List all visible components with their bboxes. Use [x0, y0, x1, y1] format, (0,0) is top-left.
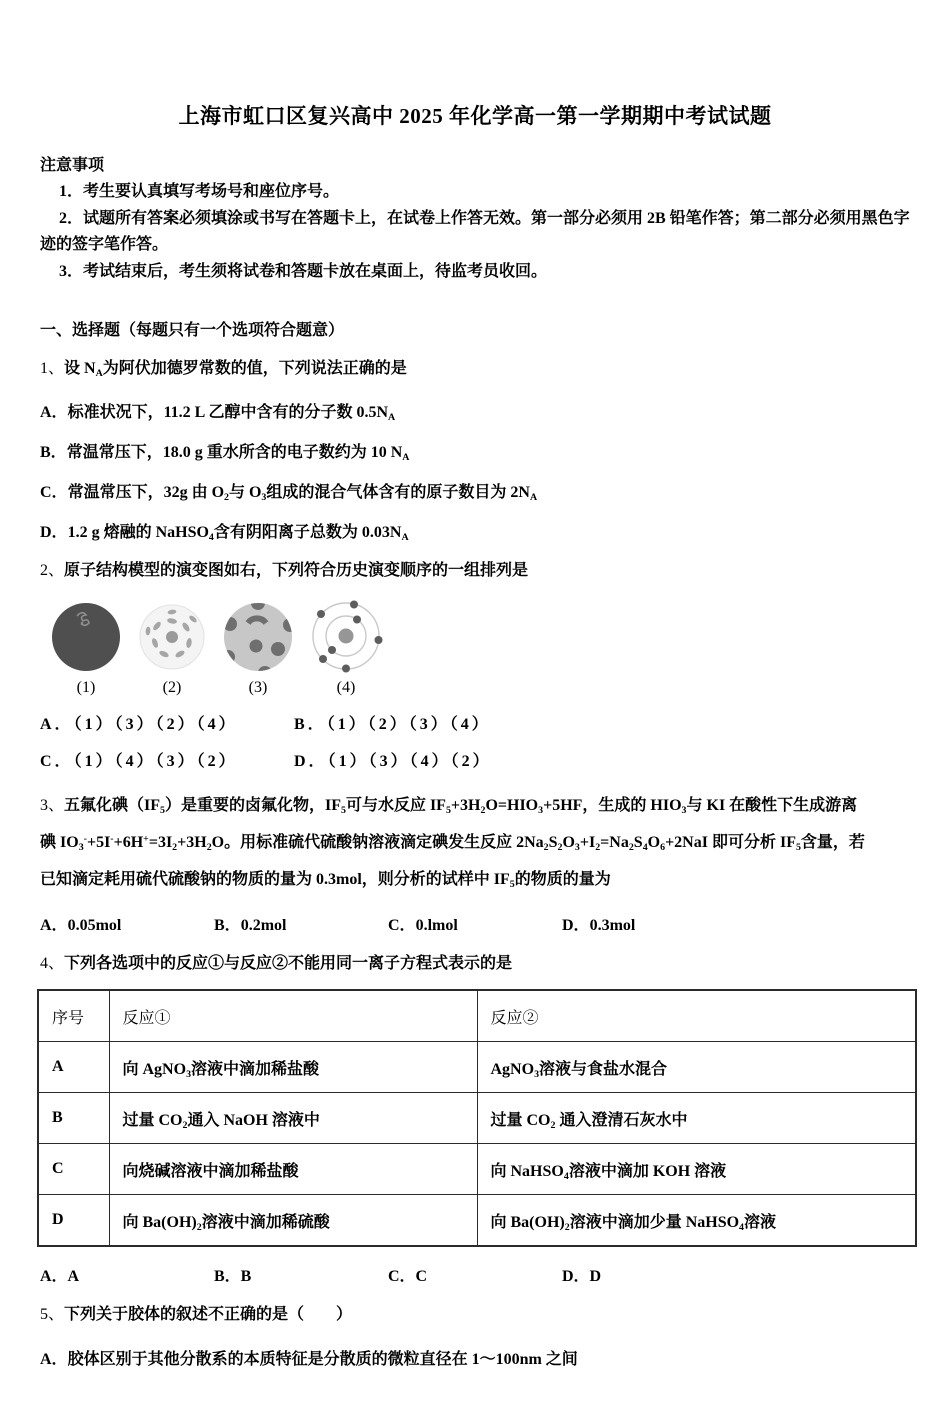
- question-4-number: 4、: [40, 954, 65, 972]
- atomic-model-1: [46, 599, 126, 697]
- option-text: 常温常压下，32g 由 $O_2$与 $O_3$组成的混合气体含有的原子数目为 $2N_A$: [67, 484, 538, 504]
- question-3-options: [40, 912, 910, 935]
- option-text: （1）（2）（3）（4）: [326, 715, 491, 733]
- reaction-1-cell: 向 $Ba(OH)_2$溶液中滴加稀硫酸: [109, 1195, 477, 1247]
- notices-section: [40, 152, 910, 285]
- option-label: B．: [40, 444, 67, 462]
- question-3: [40, 787, 910, 935]
- notice-item-1: 1．考生要认真填写考场号和座位序号。: [59, 183, 340, 200]
- notice-item-2: 2．试题所有答案必须填涂或书写在答题卡上，在试卷上作答无效。第一部分必须用 2B 铅笔作答；第二部分必须用黑色字迹的签字笔作答。: [40, 209, 910, 253]
- question-3-option-c: [388, 912, 558, 935]
- table-header-row: [38, 990, 916, 1042]
- row-letter: B: [38, 1093, 109, 1144]
- bohr-orbit-model-icon: [306, 599, 386, 677]
- question-2-option-d: [294, 748, 492, 771]
- question-1-number: 1、: [40, 360, 65, 377]
- question-2-option-c: [40, 748, 290, 771]
- question-1-stem-text: 设 $N_A$为阿伏加德罗常数的值，下列说法正确的是: [64, 360, 407, 379]
- question-2-option-a: [40, 711, 290, 734]
- table-row: [38, 1042, 916, 1093]
- question-4-answer-options: [40, 1263, 910, 1286]
- question-4-table: [37, 989, 917, 1247]
- option-text: 常温常压下，18.0 g 重水所含的电子数约为 10 $N_A$: [66, 444, 410, 464]
- question-1-stem: [40, 356, 910, 382]
- option-label: C．: [40, 484, 68, 502]
- question-4-option-c: C．C: [388, 1268, 428, 1286]
- option-label: A．: [40, 404, 68, 422]
- notices-heading: 注意事项: [40, 157, 105, 174]
- question-4-option-d: D．D: [562, 1268, 602, 1286]
- question-4-option-a: A．A: [40, 1268, 80, 1286]
- option-label: A．: [40, 1350, 68, 1368]
- row-letter: D: [38, 1195, 109, 1247]
- row-letter: A: [38, 1042, 109, 1093]
- question-2: [40, 558, 910, 770]
- option-text: 胶体区别于其他分散系的本质特征是分散质的微粒直径在 1～100nm 之间: [67, 1350, 578, 1368]
- option-label: B．: [214, 916, 241, 934]
- question-5: [40, 1302, 910, 1368]
- table-row: [38, 1144, 916, 1195]
- atomic-model-2: [134, 599, 210, 697]
- question-2-options-row-1: [40, 711, 910, 734]
- question-2-options-row-2: [40, 748, 910, 771]
- question-3-option-d: [562, 912, 635, 935]
- option-text: （1）（3）（2）（4）: [73, 715, 238, 733]
- question-4-stem-text: 下列各选项中的反应①与反应②不能用同一离子方程式表示的是: [64, 954, 513, 972]
- question-1-option-c: [40, 479, 910, 502]
- question-4-stem: [40, 951, 910, 977]
- question-4-option-b: B．B: [214, 1268, 252, 1286]
- reaction-1-cell: 过量 $CO_2$通入 NaOH 溶液中: [109, 1093, 477, 1144]
- reaction-2-cell: 过量 $CO_2$ 通入澄清石灰水中: [477, 1093, 916, 1144]
- page-title: 上海市虹口区复兴高中 2025 年化学高一第一学期期中考试试题: [178, 104, 772, 128]
- option-text: 0.lmol: [415, 916, 458, 934]
- question-2-stem-text: 原子结构模型的演变图如右，下列符合历史演变顺序的一组排列是: [64, 562, 529, 580]
- option-text: 1.2 g 熔融的 NaHSO$_4$含有阴阳离子总数为 $0.03N_A$: [67, 524, 409, 544]
- model-4-label: (4): [336, 678, 356, 696]
- option-label: C．: [40, 752, 74, 770]
- option-text: 标准状况下，11.2 L 乙醇中含有的分子数 $0.5N_A$: [67, 404, 396, 424]
- option-text: （1）（3）（4）（2）: [327, 752, 492, 770]
- question-2-number: 2、: [40, 562, 65, 580]
- option-label: B．: [294, 715, 327, 733]
- option-text: 0.05mol: [67, 916, 122, 934]
- option-label: A．: [40, 916, 68, 934]
- header-cell-id: 序号: [38, 990, 109, 1042]
- question-3-line-1: [40, 787, 910, 824]
- option-text: 0.3mol: [589, 916, 636, 934]
- question-3-option-a: [40, 912, 210, 935]
- question-3-number: 3、: [40, 796, 65, 814]
- model-1-label: (1): [76, 678, 96, 696]
- row-letter: C: [38, 1144, 109, 1195]
- atomic-model-4: [306, 599, 386, 697]
- question-2-stem: [40, 558, 910, 584]
- option-label: D．: [562, 916, 590, 934]
- reaction-1-cell: 向 AgNO$_3$溶液中滴加稀盐酸: [109, 1042, 477, 1093]
- reaction-1-cell: 向烧碱溶液中滴加稀盐酸: [109, 1144, 477, 1195]
- header-cell-reaction-1: 反应①: [109, 990, 477, 1042]
- option-text: （1）（4）（3）（2）: [73, 752, 238, 770]
- option-text: 0.2mol: [240, 916, 287, 934]
- question-1: [40, 356, 910, 542]
- plum-pudding-sphere-icon: [218, 599, 298, 677]
- question-1-option-d: [40, 519, 910, 542]
- reaction-2-cell: AgNO$_3$溶液与食盐水混合: [477, 1042, 916, 1093]
- option-label: A．: [40, 715, 74, 733]
- question-1-option-b: [40, 439, 910, 462]
- dalton-solid-sphere-icon: [46, 599, 126, 677]
- question-1-option-a: [40, 399, 910, 422]
- atomic-model-3: [218, 599, 298, 697]
- question-5-stem-text: 下列关于胶体的叙述不正确的是（ ）: [64, 1306, 353, 1324]
- model-3-label: (3): [248, 678, 268, 696]
- question-5-number: 5、: [40, 1306, 65, 1324]
- reaction-2-cell: 向 NaHSO$_4$溶液中滴加 KOH 溶液: [477, 1144, 916, 1195]
- electron-cloud-sphere-icon: [134, 599, 210, 677]
- atomic-models-figure: [46, 599, 910, 697]
- option-label: D．: [40, 524, 68, 542]
- section-1-heading: 一、选择题（每题只有一个选项符合题意）: [40, 322, 345, 339]
- option-label: C．: [388, 916, 416, 934]
- table-row: [38, 1195, 916, 1247]
- question-3-text: 五氟化碘$(IF_5)$是重要的卤氟化物，$IF_5$可与水反应 $IF_5+3H_2O=HIO_3+5HF$，生成的 $HIO_3$与 KI 在酸性下生成游离: [64, 796, 858, 816]
- question-5-option-a: [40, 1346, 910, 1369]
- question-4: [40, 951, 910, 1286]
- table-row: [38, 1093, 916, 1144]
- reaction-2-cell: 向 $Ba(OH)_2$溶液中滴加少量 NaHSO$_4$溶液: [477, 1195, 916, 1247]
- question-3-line-3: 已知滴定耗用硫代硫酸钠的物质的量为 0.3mol，则分析的试样中 $IF_5$的物质的量为: [40, 870, 611, 890]
- question-3-line-2: 碘 $IO_3^-+5I^-+6H^+=3I_2+3H_2O$。用标准硫代硫酸钠溶液滴定碘发生反应 $2Na_2S_2O_3+I_2=Na_2S_4O_6+2NaI$ 即可分析 $IF_5$含量，若: [40, 833, 865, 853]
- question-5-stem: [40, 1302, 910, 1328]
- question-2-option-b: [294, 711, 491, 734]
- question-3-option-b: [214, 912, 384, 935]
- model-2-label: (2): [162, 678, 182, 696]
- notice-item-3: 3．考试结束后，考生须将试卷和答题卡放在桌面上，待监考员收回。: [59, 262, 548, 280]
- option-label: D．: [294, 752, 328, 770]
- header-cell-reaction-2: 反应②: [477, 990, 916, 1042]
